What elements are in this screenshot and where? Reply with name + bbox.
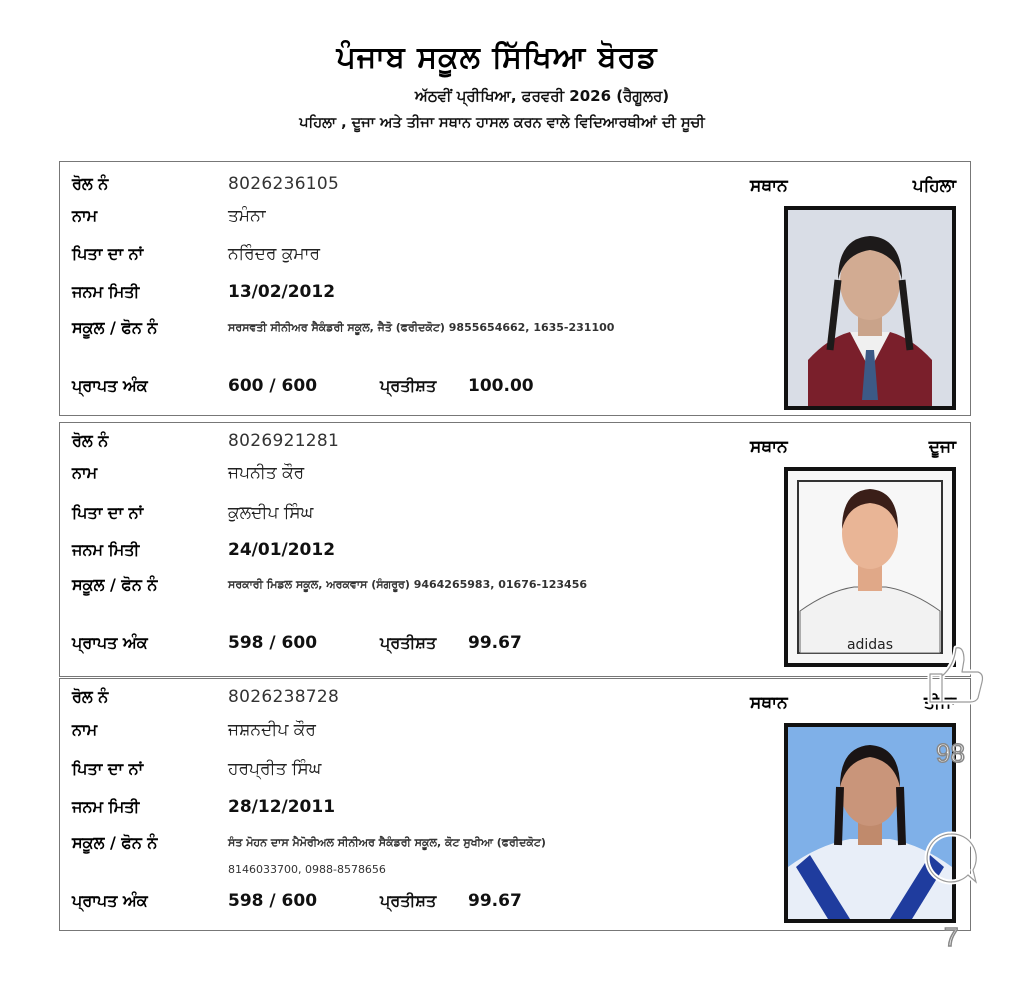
school-label: ਸਕੂਲ / ਫੋਨ ਨੰ bbox=[72, 575, 158, 594]
thumbs-up-icon bbox=[918, 640, 990, 712]
father-value: ਹਰਪ੍ਰੀਤ ਸਿੰਘ bbox=[228, 759, 322, 779]
student-card-third bbox=[59, 678, 971, 931]
phone-row bbox=[60, 859, 740, 879]
rank-value: ਪਹਿਲਾ bbox=[912, 176, 956, 196]
student-card-second bbox=[59, 422, 971, 677]
roll-row bbox=[60, 429, 740, 453]
board-title: ਪੰਜਾਬ ਸਕੂਲ ਸਿੱਖਿਆ ਬੋਰਡ bbox=[336, 40, 658, 75]
comment-button[interactable] bbox=[918, 826, 984, 892]
dob-label: ਜਨਮ ਮਿਤੀ bbox=[72, 282, 140, 301]
roll-value: 8026236105 bbox=[228, 174, 340, 194]
student-photo bbox=[784, 723, 956, 923]
roll-row bbox=[60, 685, 740, 709]
name-value: ਤਮੰਨਾ bbox=[228, 206, 266, 226]
rank-value: ਤੀਜਾ bbox=[924, 693, 956, 713]
dob-row bbox=[60, 280, 740, 304]
dob-label: ਜਨਮ ਮਿਤੀ bbox=[72, 540, 140, 559]
like-button[interactable] bbox=[918, 640, 990, 712]
exam-subtitle: ਅੱਠਵੀਂ ਪ੍ਰੀਖਿਆ, ਫਰਵਰੀ 2026 (ਰੈਗੂਲਰ) bbox=[414, 87, 670, 105]
father-row bbox=[60, 242, 740, 266]
rank-label: ਸਥਾਨ bbox=[750, 176, 788, 196]
school-label: ਸਕੂਲ / ਫੋਨ ਨੰ bbox=[72, 318, 158, 337]
list-subtitle: ਪਹਿਲਾ , ਦੂਜਾ ਅਤੇ ਤੀਜਾ ਸਥਾਨ ਹਾਸਲ ਕਰਨ ਵਾਲੇ ਵਿਦਿਆਰਥੀਆਂ ਦੀ ਸੂਚੀ bbox=[299, 115, 705, 131]
percentage-label: ਪ੍ਰਤੀਸ਼ਤ bbox=[380, 891, 437, 910]
portrait-placeholder-icon bbox=[788, 471, 952, 663]
school-row bbox=[60, 831, 740, 855]
name-value: ਜਸ਼ਨਦੀਪ ਕੌਰ bbox=[228, 720, 316, 740]
school-value: ਸੰਤ ਮੋਹਨ ਦਾਸ ਮੈਮੋਰੀਅਲ ਸੀਨੀਅਰ ਸੈਕੰਡਰੀ ਸਕੂਲ, ਕੋਟ ਸੁਖੀਆ (ਫਰੀਦਕੋਟ) bbox=[228, 836, 546, 849]
like-count: 98 bbox=[936, 738, 965, 768]
roll-label: ਰੋਲ ਨੰ bbox=[72, 687, 109, 706]
roll-label: ਰੋਲ ਨੰ bbox=[72, 431, 109, 450]
name-row bbox=[60, 204, 740, 228]
school-row bbox=[60, 573, 740, 597]
father-value: ਕੁਲਦੀਪ ਸਿੰਘ bbox=[228, 503, 314, 523]
dob-label: ਜਨਮ ਮਿਤੀ bbox=[72, 797, 140, 816]
dob-value: 13/02/2012 bbox=[228, 282, 336, 302]
name-label: ਨਾਮ bbox=[72, 720, 98, 739]
rank-value: ਦੂਜਾ bbox=[928, 437, 956, 457]
name-label: ਨਾਮ bbox=[72, 206, 98, 225]
marks-row bbox=[60, 631, 740, 655]
name-label: ਨਾਮ bbox=[72, 463, 98, 482]
portrait-placeholder-icon bbox=[788, 210, 952, 406]
marks-label: ਪ੍ਰਾਪਤ ਅੰਕ bbox=[72, 633, 148, 652]
marks-value: 600 / 600 bbox=[228, 376, 318, 396]
student-photo bbox=[784, 467, 956, 667]
percentage-value: 99.67 bbox=[468, 891, 522, 911]
marks-label: ਪ੍ਰਾਪਤ ਅੰਕ bbox=[72, 376, 148, 395]
marks-value: 598 / 600 bbox=[228, 891, 318, 911]
marks-value: 598 / 600 bbox=[228, 633, 318, 653]
name-value: ਜਪਨੀਤ ਕੌਰ bbox=[228, 463, 305, 483]
marks-row bbox=[60, 889, 740, 913]
percentage-label: ਪ੍ਰਤੀਸ਼ਤ bbox=[380, 633, 437, 652]
dob-value: 24/01/2012 bbox=[228, 540, 336, 560]
father-row bbox=[60, 501, 740, 525]
father-label: ਪਿਤਾ ਦਾ ਨਾਂ bbox=[72, 759, 144, 778]
roll-value: 8026238728 bbox=[228, 687, 340, 707]
name-row bbox=[60, 461, 740, 485]
dob-value: 28/12/2011 bbox=[228, 797, 336, 817]
roll-row bbox=[60, 172, 740, 196]
school-label: ਸਕੂਲ / ਫੋਨ ਨੰ bbox=[72, 833, 158, 852]
phone-value: 8146033700, 0988-8578656 bbox=[228, 862, 386, 876]
roll-label: ਰੋਲ ਨੰ bbox=[72, 174, 109, 193]
name-row bbox=[60, 718, 740, 742]
dob-row bbox=[60, 795, 740, 819]
percentage-value: 100.00 bbox=[468, 376, 534, 396]
father-label: ਪਿਤਾ ਦਾ ਨਾਂ bbox=[72, 503, 144, 522]
student-card-first bbox=[59, 161, 971, 416]
school-value: ਸਰਸਵਤੀ ਸੀਨੀਅਰ ਸੈਕੰਡਰੀ ਸਕੂਲ, ਜੈਤੋ (ਫਰੀਦਕੋਟ) 9855654662, 1635-231100 bbox=[228, 321, 615, 334]
percentage-label: ਪ੍ਰਤੀਸ਼ਤ bbox=[380, 376, 437, 395]
rank-label: ਸਥਾਨ bbox=[750, 437, 788, 457]
student-photo bbox=[784, 206, 956, 410]
marks-label: ਪ੍ਰਾਪਤ ਅੰਕ bbox=[72, 891, 148, 910]
comment-icon bbox=[918, 826, 984, 892]
dob-row bbox=[60, 538, 740, 562]
marks-row bbox=[60, 374, 740, 398]
rank-label: ਸਥਾਨ bbox=[750, 693, 788, 713]
document-header bbox=[0, 40, 1024, 131]
comment-count: 7 bbox=[944, 922, 959, 952]
roll-value: 8026921281 bbox=[228, 431, 340, 451]
school-row bbox=[60, 316, 740, 340]
father-label: ਪਿਤਾ ਦਾ ਨਾਂ bbox=[72, 244, 144, 263]
percentage-value: 99.67 bbox=[468, 633, 522, 653]
school-value: ਸਰਕਾਰੀ ਮਿਡਲ ਸਕੂਲ, ਅਰਕਵਾਸ (ਸੰਗਰੂਰ) 9464265983, 01676-123456 bbox=[228, 578, 588, 591]
father-value: ਨਰਿੰਦਰ ਕੁਮਾਰ bbox=[228, 244, 321, 264]
svg-text:adidas: adidas bbox=[846, 637, 894, 653]
father-row bbox=[60, 757, 740, 781]
